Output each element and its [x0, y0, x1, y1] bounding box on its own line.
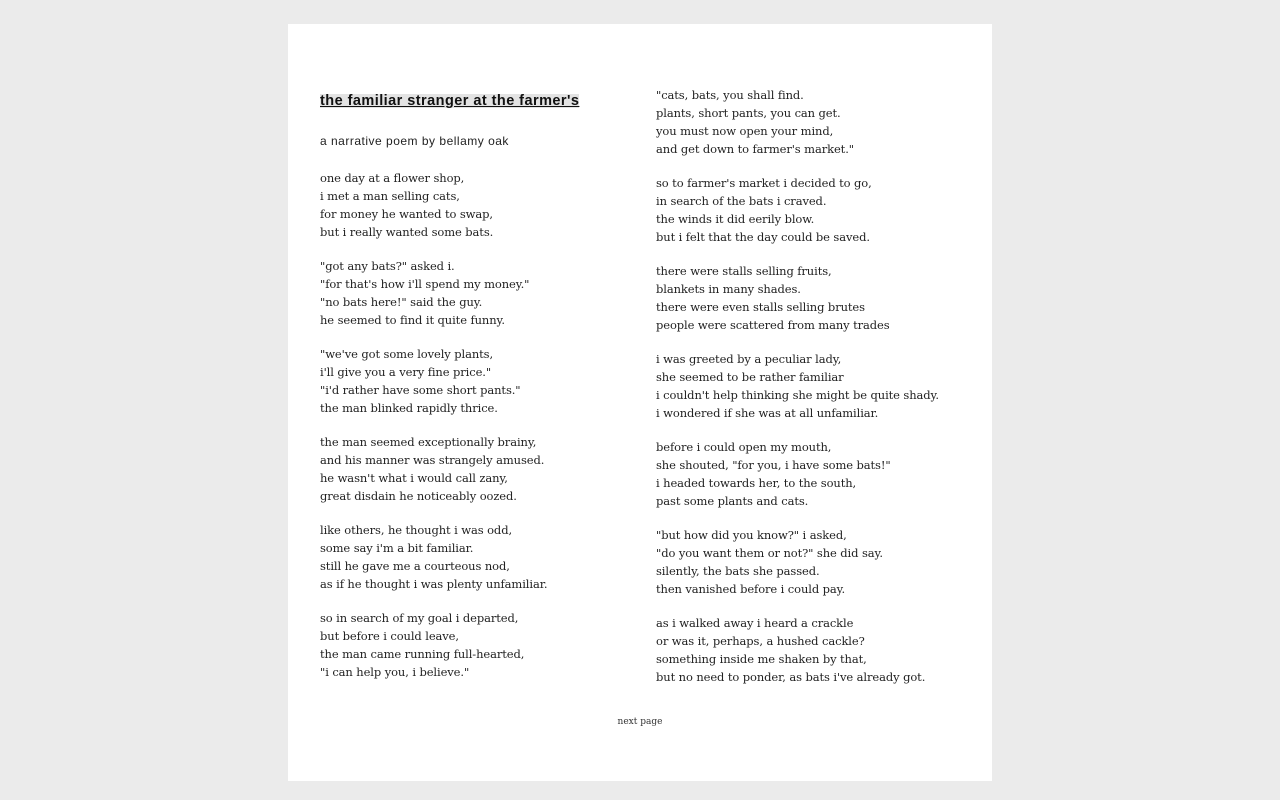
poem-line: i met a man selling cats,: [320, 189, 460, 203]
poem-line: "for that's how i'll spend my money.": [320, 277, 530, 291]
poem-line: blankets in many shades.: [656, 282, 801, 296]
poem-line: plants, short pants, you can get.: [656, 106, 841, 120]
poem-line: but no need to ponder, as bats i've already got.: [656, 670, 926, 684]
stanza: [320, 609, 547, 681]
poem-line: "i'd rather have some short pants.": [320, 383, 521, 397]
stanza: [656, 174, 939, 246]
poem-line: there were stalls selling fruits,: [656, 264, 832, 278]
poem-line: "but how did you know?" i asked,: [656, 528, 847, 542]
poem-line: one day at a flower shop,: [320, 171, 465, 185]
stanza: [320, 169, 547, 241]
poem-line: "cats, bats, you shall find.: [656, 88, 804, 102]
stanza: [320, 433, 547, 505]
poem-line: as i walked away i heard a crackle: [656, 616, 854, 630]
poem-line: but i felt that the day could be saved.: [656, 230, 870, 244]
stanza: [656, 350, 939, 422]
poem-line: i headed towards her, to the south,: [656, 476, 857, 490]
poem-line: before i could open my mouth,: [656, 440, 832, 454]
stanza: [656, 438, 939, 510]
poem-line: "we've got some lovely plants,: [320, 347, 494, 361]
poem-line: then vanished before i could pay.: [656, 582, 846, 596]
stanza: [320, 521, 547, 593]
poem-line: the man came running full-hearted,: [320, 647, 525, 661]
poem-line: "i can help you, i believe.": [320, 665, 470, 679]
poem-line: she shouted, "for you, i have some bats!": [656, 458, 891, 472]
poem-line: and his manner was strangely amused.: [320, 453, 545, 467]
poem-line: you must now open your mind,: [656, 124, 834, 138]
poem-line: "no bats here!" said the guy.: [320, 295, 483, 309]
poem-line: still he gave me a courteous nod,: [320, 559, 510, 573]
poem-line: the winds it did eerily blow.: [656, 212, 815, 226]
poem-title: the familiar stranger at the farmer's: [320, 93, 580, 109]
stanza: [320, 345, 547, 417]
stanza: [656, 614, 939, 686]
stanza: [656, 86, 939, 158]
poem-line: as if he thought i was plenty unfamiliar.: [320, 577, 548, 591]
poem-line: the man blinked rapidly thrice.: [320, 401, 498, 415]
poem-line: "got any bats?" asked i.: [320, 259, 455, 273]
poem-line: but before i could leave,: [320, 629, 459, 643]
poem-line: he wasn't what i would call zany,: [320, 471, 508, 485]
next-page-link[interactable]: next page: [617, 717, 663, 727]
left-stanzas: [320, 169, 547, 697]
poem-line: i wondered if she was at all unfamiliar.: [656, 406, 879, 420]
poem-line: like others, he thought i was odd,: [320, 523, 513, 537]
poem-line: people were scattered from many trades: [656, 318, 890, 332]
poem-line: i'll give you a very fine price.": [320, 365, 492, 379]
poem-line: "do you want them or not?" she did say.: [656, 546, 883, 560]
poem-line: and get down to farmer's market.": [656, 142, 854, 156]
stanza: [656, 526, 939, 598]
poem-line: silently, the bats she passed.: [656, 564, 820, 578]
stanza: [656, 262, 939, 334]
poem-line: the man seemed exceptionally brainy,: [320, 435, 537, 449]
stanza: [320, 257, 547, 329]
poem-line: some say i'm a bit familiar.: [320, 541, 474, 555]
poem-line: but i really wanted some bats.: [320, 225, 494, 239]
poem-line: i was greeted by a peculiar lady,: [656, 352, 842, 366]
poem-line: so to farmer's market i decided to go,: [656, 176, 872, 190]
poem-line: there were even stalls selling brutes: [656, 300, 865, 314]
poem-line: or was it, perhaps, a hushed cackle?: [656, 634, 865, 648]
poem-line: he seemed to find it quite funny.: [320, 313, 505, 327]
poem-line: past some plants and cats.: [656, 494, 809, 508]
poem-subtitle: a narrative poem by bellamy oak: [320, 134, 509, 148]
poem-line: i couldn't help thinking she might be quite shady.: [656, 388, 939, 402]
poem-line: for money he wanted to swap,: [320, 207, 493, 221]
poem-line: she seemed to be rather familiar: [656, 370, 844, 384]
right-stanzas: [656, 86, 939, 702]
page-card: [288, 24, 992, 781]
poem-line: so in search of my goal i departed,: [320, 611, 519, 625]
poem-line: in search of the bats i craved.: [656, 194, 827, 208]
poem-line: great disdain he noticeably oozed.: [320, 489, 517, 503]
poem-line: something inside me shaken by that,: [656, 652, 867, 666]
